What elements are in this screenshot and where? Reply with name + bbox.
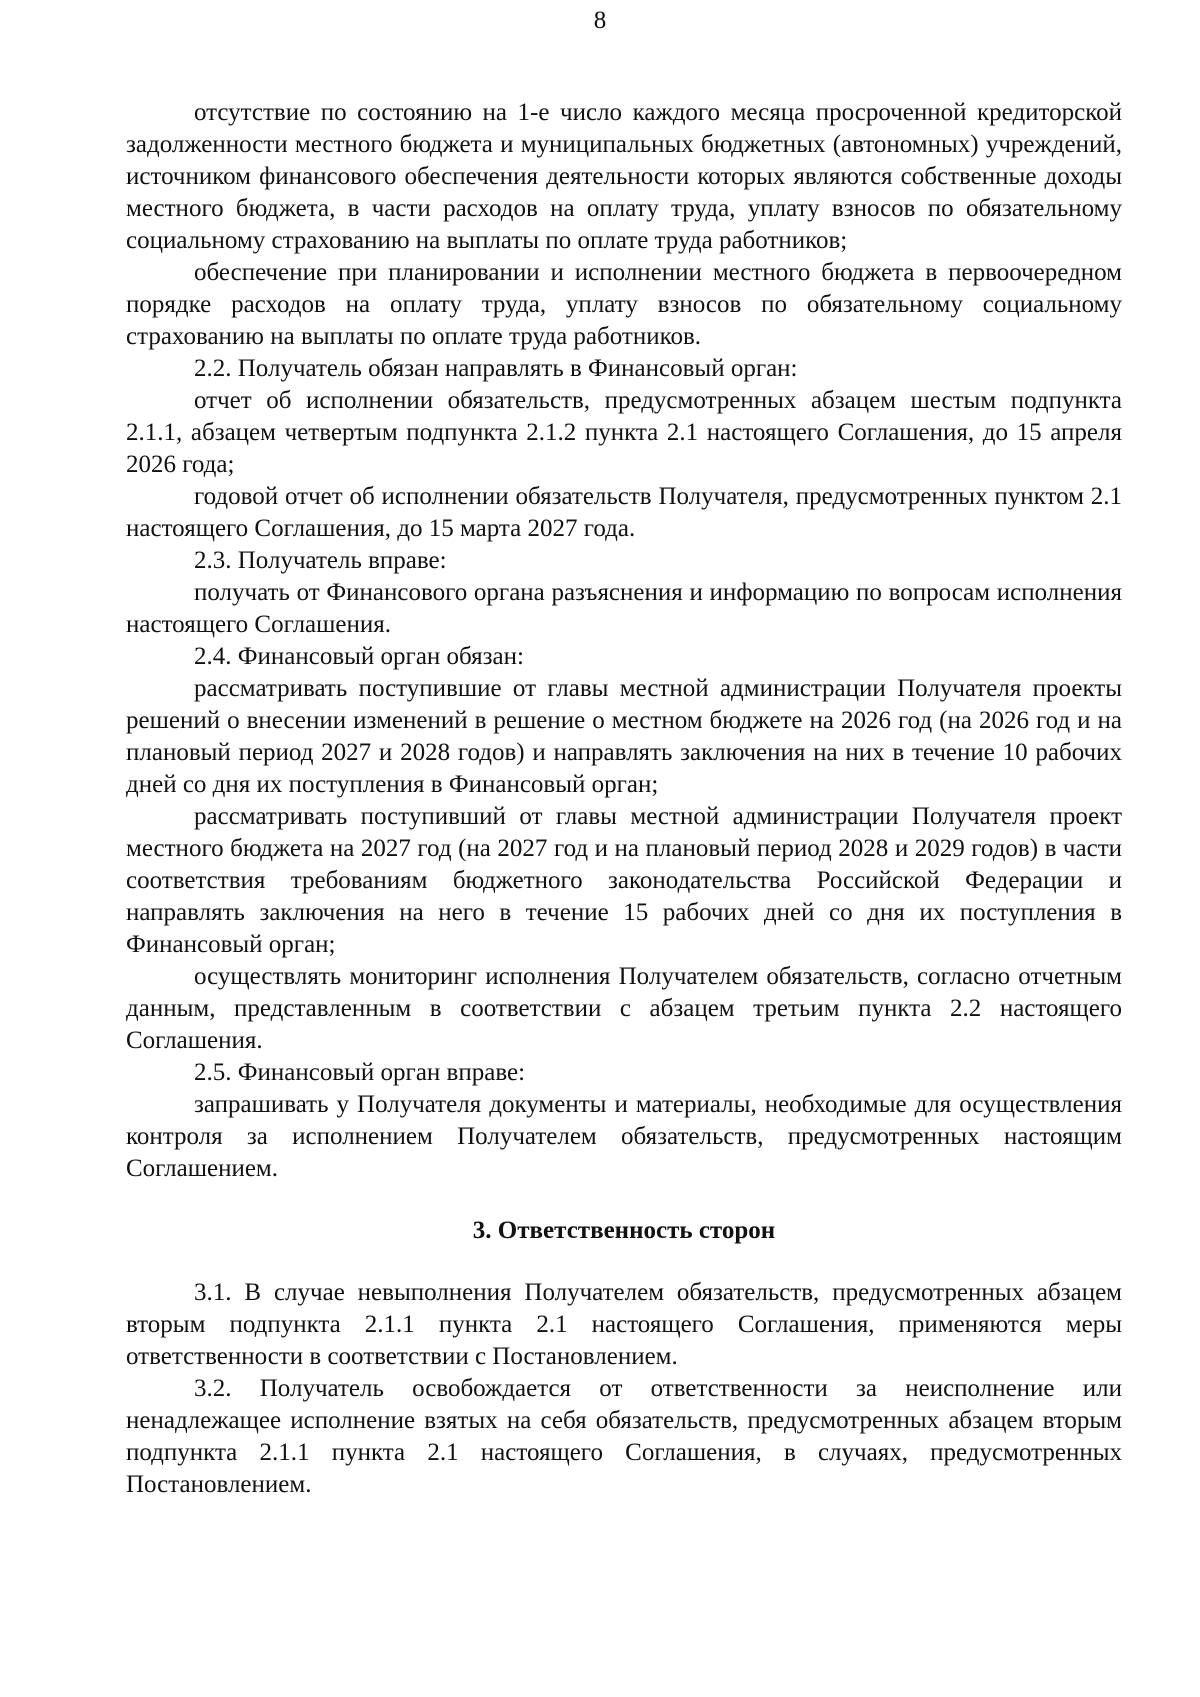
clause-3-1: 3.1. В случае невыполнения Получателем обязательств, предусмотренных абзацем вторым подпункта 2.1.1 пункта 2.1 настоящего Соглашения, применяются меры ответственности в соответствии с Постановлением. <box>126 1279 1122 1370</box>
paragraph-annual-report: годовой отчет об исполнении обязательств Получателя, предусмотренных пунктом 2.1 настоящего Соглашения, до 15 марта 2027 года. <box>126 483 1122 542</box>
paragraph-report-april: отчет об исполнении обязательств, предусмотренных абзацем шестым подпункта 2.1.1, абзацем четвертым подпункта 2.1.2 пункта 2.1 настоящего Соглашения, до 15 апреля 2026 года; <box>126 387 1122 478</box>
clause-2-3: 2.3. Получатель вправе: <box>194 547 447 574</box>
clause-2-5: 2.5. Финансовый орган вправе: <box>194 1059 526 1086</box>
clause-2-4: 2.4. Финансовый орган обязан: <box>194 643 524 670</box>
clause-2-2: 2.2. Получатель обязан направлять в Финансовый орган: <box>194 355 798 382</box>
paragraph-review-budget-project: рассматривать поступивший от главы местной администрации Получателя проект местного бюджета на 2027 год (на 2027 год и на плановый период 2028 и 2029 годов) в части соответствия требованиям бюджетного законодательства Российской Федерации и направлять заключения на него в течение 15 рабочих дней со дня их поступления в Финансовый орган; <box>126 803 1122 958</box>
paragraph-receive-clarifications: получать от Финансового органа разъяснения и информацию по вопросам исполнения настоящего Соглашения. <box>126 579 1122 638</box>
page-number: 8 <box>593 7 607 34</box>
section-heading-responsibility: 3. Ответственность сторон <box>472 1217 776 1244</box>
paragraph-priority-expenses: обеспечение при планировании и исполнении местного бюджета в первоочередном порядке расходов на оплату труда, уплату взносов по обязательному социальному страхованию на выплаты по оплате труда работников. <box>126 259 1122 350</box>
document-body <box>126 97 1122 1501</box>
paragraph-review-amendments: рассматривать поступившие от главы местной администрации Получателя проекты решений о внесении изменений в решение о местном бюджете на 2026 год (на 2026 год и на плановый период 2027 и 2028 годов) и направлять заключения на них в течение 10 рабочих дней со дня их поступления в Финансовый орган; <box>126 675 1122 798</box>
clause-3-2: 3.2. Получатель освобождается от ответственности за неисполнение или ненадлежащее исполнение взятых на себя обязательств, предусмотренных абзацем вторым подпункта 2.1.1 пункта 2.1 настоящего Соглашения, в случаях, предусмотренных Постановлением. <box>126 1375 1122 1498</box>
paragraph-overdue-debt: отсутствие по состоянию на 1-е число каждого месяца просроченной кредиторской задолженности местного бюджета и муниципальных бюджетных (автономных) учреждений, источником финансового обеспечения деятельности которых являются собственные доходы местного бюджета, в части расходов на оплату труда, уплату взносов по обязательному социальному страхованию на выплаты по оплате труда работников; <box>126 99 1122 254</box>
paragraph-request-documents: запрашивать у Получателя документы и материалы, необходимые для осуществления контроля за исполнением Получателем обязательств, предусмотренных настоящим Соглашением. <box>126 1091 1122 1182</box>
paragraph-monitoring: осуществлять мониторинг исполнения Получателем обязательств, согласно отчетным данным, представленным в соответствии с абзацем третьим пункта 2.2 настоящего Соглашения. <box>126 963 1122 1054</box>
